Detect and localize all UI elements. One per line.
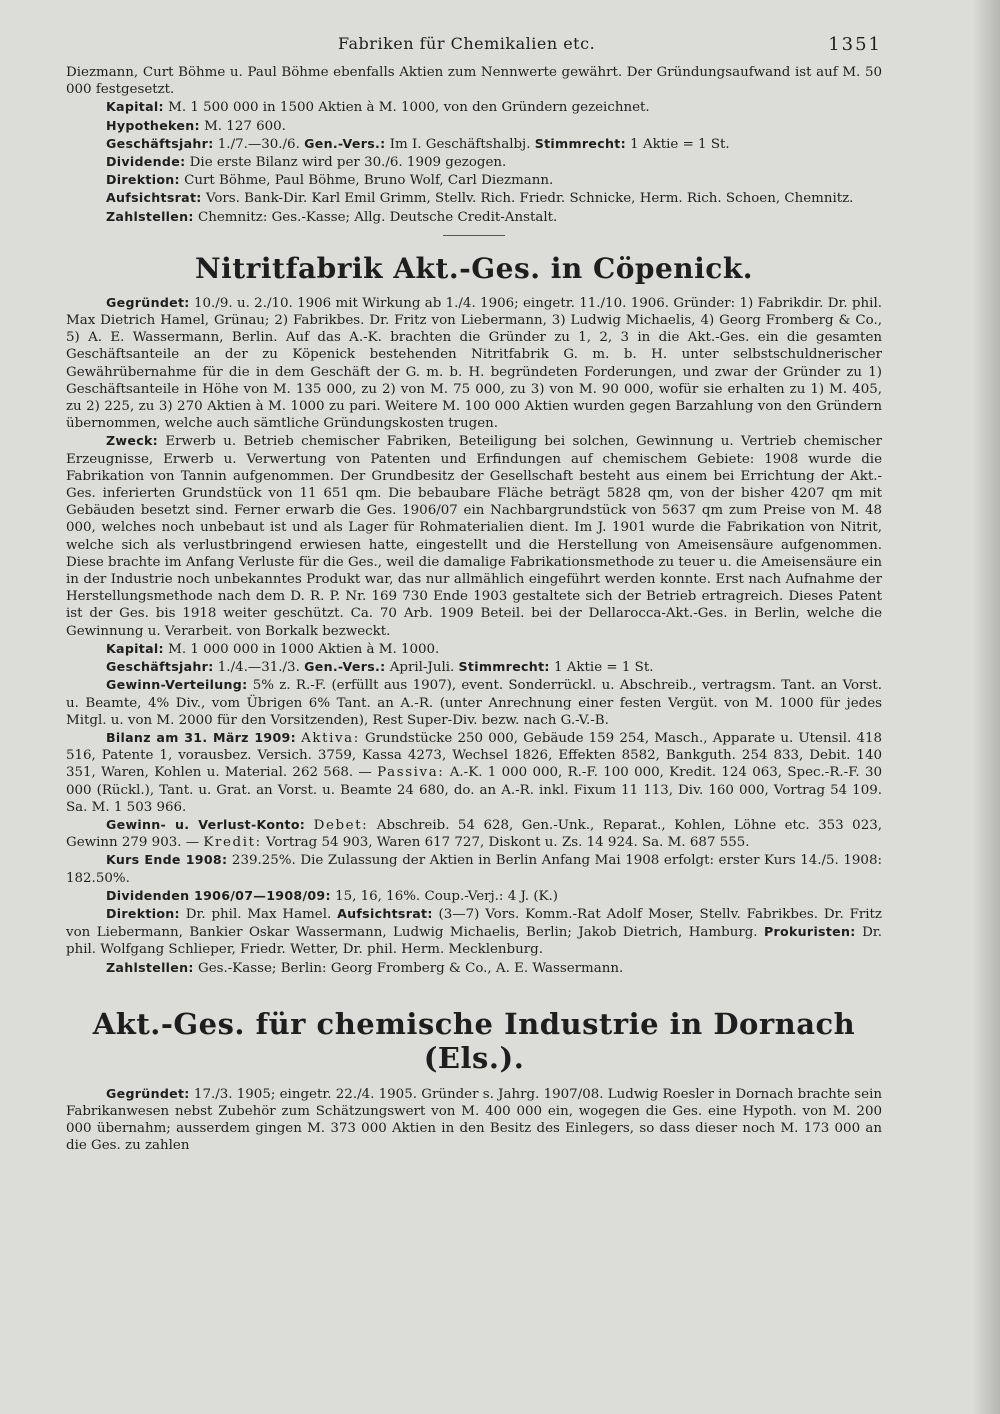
bilanz-label: Bilanz am 31. März 1909:: [106, 729, 296, 745]
prev-aufsichtsrat: [66, 189, 882, 207]
kapital-label: Kapital:: [106, 99, 164, 115]
guv-label: Gewinn- u. Verlust-Konto:: [106, 816, 306, 832]
geschaeftsjahr-text: 1./4.—31./3.: [213, 660, 305, 676]
gegruendet-label: Gegründet:: [106, 1085, 190, 1101]
dividenden-paragraph: [66, 887, 882, 905]
gegruendet-label: Gegründet:: [106, 294, 190, 310]
entry-title-nitritfabrik: Nitritfabrik Akt.-Ges. in Cöpenick.: [195, 251, 753, 285]
stimmrecht-text: 1 Aktie = 1 St.: [625, 136, 730, 152]
genvers-label: Gen.-Vers.:: [304, 135, 386, 151]
stimmrecht-text: 1 Aktie = 1 St.: [549, 660, 654, 676]
direktion-label: Direktion:: [106, 905, 180, 921]
kapital-text: M. 1 000 000 in 1000 Aktien à M. 1000.: [163, 641, 440, 657]
genvers-text: April-Juli.: [385, 660, 459, 676]
kapital-paragraph: [66, 640, 882, 658]
gewinnverteilung-paragraph: [66, 676, 882, 729]
hypotheken-text: M. 127 600.: [199, 118, 286, 134]
geschaeftsjahr-label: Geschäftsjahr:: [106, 659, 214, 675]
kurs-text: 239.25%. Die Zulassung der Aktien in Berlin Anfang Mai 1908 erfolgt: erster Kurs 14./5. 1908: 182.50%.: [66, 853, 882, 886]
running-head-title: Fabriken für Chemikalien etc.: [338, 34, 596, 53]
dividenden-label: Dividenden 1906/07—1908/09:: [106, 887, 331, 903]
kurs-label: Kurs Ende 1908:: [106, 852, 228, 868]
page-number: 1351: [828, 34, 882, 55]
entry-nitritfabrik: [66, 294, 882, 977]
entry-title-dornach: Akt.-Ges. für chemische Industrie in Dornach (Els.).: [92, 1006, 856, 1075]
direktion-text: Curt Böhme, Paul Böhme, Bruno Wolf, Carl Diezmann.: [179, 173, 554, 189]
direktion-paragraph: [66, 905, 882, 959]
gewinnverteilung-text: 5% z. R.-F. (erfüllt aus 1907), event. Sonderrückl. u. Abschreib., vertragsm. Tant. an Vorst. u. Beamte, 4% Div., vom Übrigen 6% Tant. an A.-R. (unter Anrechnung einer festen Vergüt. von M. 1000 für jedes Mitgl. u. von M. 2000 für den Vorsitzenden), Rest Super-Div. bezw. nach G.-V.-B.: [66, 678, 882, 728]
dividende-label: Dividende:: [106, 154, 186, 170]
guv-kredit-text: Vortrag 54 903, Waren 617 727, Diskont u. Zs. 14 924. Sa. M. 687 555.: [261, 835, 750, 851]
prev-zahlstellen: [66, 208, 882, 226]
zweck-paragraph: [66, 432, 882, 639]
zahlstellen-paragraph: [66, 959, 882, 977]
dividenden-text: 15, 16, 16%. Coup.-Verj.: 4 J. (K.): [330, 888, 559, 904]
direktion-text: Dr. phil. Max Hamel.: [179, 906, 338, 922]
direktion-label: Direktion:: [106, 172, 180, 188]
aufsichtsrat-label: Aufsichtsrat:: [106, 190, 202, 206]
dividende-text: Die erste Bilanz wird per 30./6. 1909 gezogen.: [185, 155, 507, 171]
prev-direktion: [66, 171, 882, 189]
guv-debet-text: Abschreib. 54 628, Gen.-Unk., Reparat., Kohlen, Löhne etc. 353 023, Gewinn 279 903. —: [66, 817, 882, 851]
zweck-text: Erwerb u. Betrieb chemischer Fabriken, Beteiligung bei solchen, Gewinnung u. Vertrieb chemischer Erzeugnisse, Erwerb u. Verwertung von Patenten und Erfindungen auf chemischem Gebiete: 1908 wurde die Fabrikation von Tannin aufgenommen. Der Grundbesitz der Gesellschaft besteht aus einem bei Errichtung der Akt.-Ges. inferierten Grundstück von 11 651 qm. Die bebaubare Fläche beträgt 5828 qm, von der bisher 4207 qm mit Gebäuden besetzt sind. Ferner erwarb die Ges. 1906/07 ein Nachbargrundstück von 5637 qm zum Preise von M. 48 000, welches noch unbebaut ist und als Lager für Rohmaterialien dient. Im J. 1901 wurde die Fabrikation von Nitrit, welche sich als verlustbringend erwiesen hatte, eingestellt und die Herstellung von Ameisensäure aufgenommen. Diese brachte im Anfang Verluste für die Ges., weil die damalige Fabrikationsmethode zu teuer u. die Ameisensäure ein in der Industrie noch unbekanntes Produkt war, das nur allmählich eingeführt werden konnte. Erst nach Aufnahme der Herstellungsmethode nach dem D. R. P. Nr. 169 730 Ende 1903 gestaltete sich der Betrieb ertragreich. Dieses Patent ist der Ges. bis 1918 weiter geschützt. Ca. 70 Arb. 1909 Beteil. bei der Dellarocca-Akt.-Ges. in Berlin, welche die Gewinnung u. Verarbeit. von Borkalk bezweckt.: [66, 434, 882, 639]
zweck-label: Zweck:: [106, 433, 158, 449]
prokuristen-label: Prokuristen:: [764, 924, 856, 940]
prev-founding-text: Diezmann, Curt Böhme u. Paul Böhme ebenfalls Aktien zum Nennwerte gewährt. Der Gründungsaufwand ist auf M. 50 000 festgesetzt.: [66, 65, 882, 98]
entry-dornach: [66, 1085, 882, 1155]
zahlstellen-text: Chemnitz: Ges.-Kasse; Allg. Deutsche Credit-Anstalt.: [193, 209, 558, 225]
prev-hypotheken: [66, 117, 882, 135]
zahlstellen-label: Zahlstellen:: [106, 959, 194, 975]
genvers-label: Gen.-Vers.:: [304, 659, 386, 675]
geschaeftsjahr-paragraph: [66, 658, 882, 676]
gewinnverteilung-label: Gewinn-Verteilung:: [106, 677, 248, 693]
aufsichtsrat-label: Aufsichtsrat:: [337, 905, 433, 921]
passiva-word: Passiva:: [377, 765, 445, 781]
previous-entry: [66, 64, 882, 226]
kredit-word: Kredit:: [203, 835, 262, 851]
geschaeftsjahr-label: Geschäftsjahr:: [106, 135, 214, 151]
zahlstellen-label: Zahlstellen:: [106, 208, 194, 224]
bilanz-passiva-text: A.-K. 1 000 000, R.-F. 100 000, Kredit. 124 063, Spec.-R.-F. 30 000 (Rückl.), Tant. u. Grat. an Vorst. u. Beamte 24 680, do. an A.-R. inkl. Fixum 11 113, Div. 160 000, Vortrag 54 109. Sa. M. 1 503 966.: [66, 765, 883, 815]
prokuristen-text: Dr. phil. Wolfgang Schlieper, Friedr. Wetter, Dr. phil. Herm. Mecklenburg.: [66, 925, 882, 958]
page-edge-shadow: [972, 0, 1000, 1414]
running-head: [66, 34, 882, 64]
genvers-text: Im I. Geschäftshalbj.: [385, 136, 535, 152]
aufsichtsrat-text: Vors. Bank-Dir. Karl Emil Grimm, Stellv. Rich. Friedr. Schnicke, Herm. Rich. Schoen, Chemnitz.: [201, 191, 854, 207]
geschaeftsjahr-text: 1./7.—30./6.: [213, 136, 305, 152]
bilanz-paragraph: [66, 729, 882, 816]
kurs-paragraph: [66, 851, 882, 886]
prev-geschaeftsjahr: [66, 135, 882, 153]
zahlstellen-text: Ges.-Kasse; Berlin: Georg Fromberg & Co., A. E. Wassermann.: [193, 960, 624, 976]
aufsichtsrat-text: (3—7) Vors. Komm.-Rat Adolf Moser, Stellv. Fabrikbes. Dr. Fritz von Liebermann, Bankier Oskar Wassermann, Ludwig Michaelis, Berlin; Jakob Dietrich, Hamburg.: [66, 906, 882, 941]
debet-word: Debet:: [313, 817, 369, 833]
gegruendet-text: 17./3. 1905; eingetr. 22./4. 1905. Gründer s. Jahrg. 1907/08. Ludwig Roesler in Dornach brachte sein Fabrikanwesen nebst Zubehör zum Schätzungswert von M. 400 000 ein, wogegen die Ges. eine Hypoth. von M. 200 000 übernahm; ausserdem gingen M. 373 000 Aktien in den Besitz des Einlegers, so dass dieser noch M. 173 000 an die Ges. zu zahlen: [66, 1086, 882, 1154]
gegruendet-paragraph: [66, 294, 882, 433]
section-divider: [443, 235, 505, 236]
prev-dividende: [66, 153, 882, 171]
kapital-text: M. 1 500 000 in 1500 Aktien à M. 1000, von den Gründern gezeichnet.: [163, 100, 650, 116]
prev-kapital: [66, 98, 882, 116]
guv-paragraph: [66, 816, 882, 851]
gegruendet-paragraph: [66, 1085, 882, 1155]
gegruendet-text: 10./9. u. 2./10. 1906 mit Wirkung ab 1./4. 1906; eingetr. 11./10. 1906. Gründer: 1) Fabrikdir. Dr. phil. Max Dietrich Hamel, Grünau; 2) Fabrikbes. Dr. Fritz von Liebermann, 3) Ludwig Michaelis, 4) Georg Fromberg & Co., 5) A. E. Wassermann, Berlin. Auf das A.-K. brachten die Gründer zu 1, 2, 3 in die Akt.-Ges. ein die gesamten Geschäftsanteile an der zu Köpenick bestehenden Nitritfabrik G. m. b. H. unter selbstschuldnerischer Gewährübernahme für die in dem Geschäft der G. m. b. H. begründeten Forderungen, und zwar der Gründer zu 1) Geschäftsanteile in Höhe von M. 135 000, zu 2) von M. 75 000, zu 3) von M. 90 000, wofür sie erhalten zu 1) M. 405, zu 2) 225, zu 3) 270 Aktien à M. 1000 zu pari. Weitere M. 100 000 Aktien wurden gegen Barzahlung von den Gründern übernommen, welche auch sämtliche Gründungskosten trugen.: [66, 295, 882, 432]
kapital-label: Kapital:: [106, 640, 164, 656]
hypotheken-label: Hypotheken:: [106, 117, 200, 133]
stimmrecht-label: Stimmrecht:: [534, 135, 626, 151]
bilanz-aktiva-text: Grundstücke 250 000, Gebäude 159 254, Masch., Apparate u. Utensil. 418 516, Patente 1, vorausbez. Versich. 3759, Kassa 4273, Wechsel 1826, Effekten 8582, Bankguth. 254 833, Debit. 140 351, Waren, Kohlen u. Material. 262 568. —: [66, 730, 883, 781]
stimmrecht-label: Stimmrecht:: [458, 659, 550, 675]
aktiva-word: Aktiva:: [301, 730, 360, 746]
